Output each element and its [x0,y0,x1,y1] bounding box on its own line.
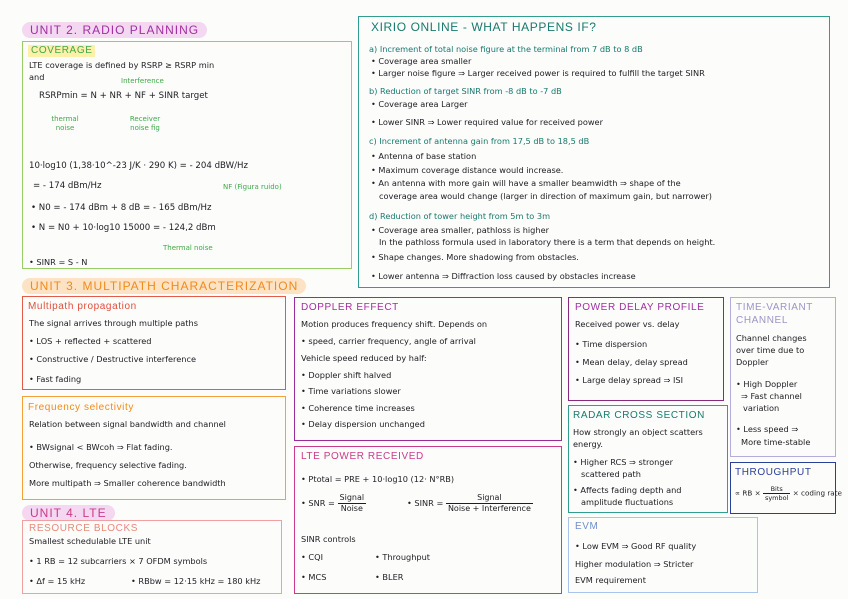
note-receiver-noise: Receiver noise fig [129,115,161,132]
xirio-a-2: • Larger noise figure ⇒ Larger received power is required to fulfill the target SINR [371,68,705,78]
snr-fraction [338,493,367,514]
xirio-c-2: • Maximum coverage distance would increase. [371,165,564,175]
tvc-line-6: variation [743,403,780,413]
coverage-line-2: and [29,72,45,82]
control-mcs: • MCS [301,572,327,582]
rb-line-1: Smallest schedulable LTE unit [29,536,151,546]
multipath-line-1: The signal arrives through multiple paths [29,318,198,328]
evm-line-2: Higher modulation ⇒ Stricter [575,559,694,569]
noise-calc-2: = - 174 dBm/Hz [33,181,102,191]
unit-4-title: UNIT 4. LTE [22,505,115,521]
coverage-line-1: LTE coverage is defined by RSRP ≥ RSRP min [29,60,215,70]
xirio-d-4: • Lower antenna ⇒ Diffraction loss caused by obstacles increase [371,271,636,281]
rb-line-3: • Δf = 15 kHz [29,576,86,586]
pdp-line-3: • Mean delay, delay spread [575,357,688,367]
sinr-num: Signal [446,493,533,504]
rcs-line-6: amplitude fluctuations [581,497,674,507]
multipath-box [22,296,286,390]
tvc-line-2: over time due to [736,345,805,355]
multipath-heading: Multipath propagation [28,301,137,312]
tvc-line-7: • Less speed ⇒ [736,424,799,434]
power-delay-profile-box [568,297,724,401]
noise-calc-1: 10·log10 (1,38·10^-23 J/K · 290 K) = - 204 dBW/Hz [29,161,248,171]
note-interference: Interference [121,77,164,85]
multipath-line-2: • LOS + reflected + scattered [29,336,152,346]
snr-formula [301,493,366,514]
xirio-title: XIRIO ONLINE - WHAT HAPPENS IF? [371,20,597,34]
rb-line-2: • 1 RB = 12 subcarriers × 7 OFDM symbols [29,556,208,566]
tvc-line-5: ⇒ Fast channel [741,391,802,401]
doppler-line-2: • speed, carrier frequency, angle of arrival [301,336,476,346]
coverage-heading: COVERAGE [28,45,95,57]
sinr-controls-label: SINR controls [301,534,356,544]
freqsel-line-1: Relation between signal bandwidth and channel [29,419,226,429]
doppler-heading: DOPPLER EFFECT [301,302,399,313]
xirio-d-2: In the pathloss formula used in laboratory there is a term that depends on height. [379,237,716,247]
rcs-line-1: How strongly an object scatters [573,427,703,437]
rcs-heading: RADAR CROSS SECTION [573,410,705,421]
sinr-fraction [446,493,533,514]
pdp-line-1: Received power vs. delay [575,319,680,329]
frequency-selectivity-heading: Frequency selectivity [28,402,134,413]
throughput-pre: ∝ RB × [735,488,761,498]
throughput-num: Bits [763,485,790,494]
snr-label: • SNR = [301,498,335,508]
xirio-a-heading: a) Increment of total noise figure at the terminal from 7 dB to 8 dB [369,44,643,54]
evm-line-1: • Low EVM ⇒ Good RF quality [575,541,697,551]
tvc-line-8: More time-stable [741,437,811,447]
radar-cross-section-box [568,405,728,513]
throughput-box [730,462,842,514]
sinr-power-formula [407,493,533,514]
note-thermal-noise-2: Thermal noise [163,244,213,252]
note-nf: NF (Figura ruido) [223,183,282,191]
coverage-box [22,41,352,269]
rcs-line-5: • Affects fading depth and [573,485,682,495]
noise-calc-3: • N0 = - 174 dBm + 8 dB = - 165 dBm/Hz [31,203,212,213]
xirio-d-3: • Shape changes. More shadowing from obstacles. [371,252,579,262]
evm-box [568,517,758,593]
tvc-heading-2: CHANNEL [736,315,788,326]
tvc-line-3: Doppler [736,357,769,367]
lte-power-heading: LTE POWER RECEIVED [301,451,424,462]
evm-line-3: EVM requirement [575,575,646,585]
throughput-formula [735,485,842,502]
control-cqi: • CQI [301,552,324,562]
xirio-a-1: • Coverage area smaller [371,56,472,66]
rcs-line-4: scattered path [581,469,641,479]
control-throughput: • Throughput [375,552,430,562]
freqsel-line-3: Otherwise, frequency selective fading. [29,460,187,470]
doppler-line-4: • Doppler shift halved [301,370,392,380]
sinr-formula: • SINR = S - N [29,257,88,267]
note-thermal-noise: thermal noise [51,115,79,132]
doppler-line-6: • Coherence time increases [301,403,415,413]
time-variant-channel-box [730,297,836,457]
xirio-c-heading: c) Increment of antenna gain from 17,5 dB to 18,5 dB [369,136,590,146]
xirio-box [358,16,830,288]
pdp-heading: POWER DELAY PROFILE [575,302,705,313]
ptotal-formula: • Ptotal = PRE + 10·log10 (12· N°RB) [301,474,455,484]
tvc-line-4: • High Doppler [736,379,798,389]
doppler-line-7: • Delay dispersion unchanged [301,419,425,429]
rcs-line-3: • Higher RCS ⇒ stronger [573,457,673,467]
control-bler: • BLER [375,572,404,582]
xirio-c-1: • Antenna of base station [371,151,477,161]
doppler-line-1: Motion produces frequency shift. Depends on [301,319,488,329]
unit-3-title: UNIT 3. MULTIPATH CHARACTERIZATION [22,278,306,294]
evm-heading: EVM [575,521,599,532]
xirio-b-heading: b) Reduction of target SINR from -8 dB to -7 dB [369,86,562,96]
noise-calc-4: • N = N0 + 10·log10 15000 = - 124,2 dBm [31,223,216,233]
tvc-line-1: Channel changes [736,333,807,343]
tvc-heading-1: TIME-VARIANT [736,302,814,313]
rsrp-min-formula: RSRPmin = N + NR + NF + SINR target [39,91,208,101]
throughput-post: × coding rate [792,488,842,498]
doppler-line-5: • Time variations slower [301,386,401,396]
multipath-line-4: • Fast fading [29,374,82,384]
rb-heading: RESOURCE BLOCKS [29,523,139,534]
pdp-line-2: • Time dispersion [575,339,648,349]
doppler-box [294,297,562,441]
xirio-c-3: • An antenna with more gain will have a smaller beamwidth ⇒ shape of the [371,178,681,188]
sinr-label: • SINR = [407,498,444,508]
xirio-d-1: • Coverage area smaller, pathloss is higher [371,225,549,235]
throughput-fraction [763,485,790,502]
xirio-c-4: coverage area would change (larger in direction of maximum gain, but narrower) [379,191,712,201]
rb-line-4: • RBbw = 12·15 kHz = 180 kHz [131,576,261,586]
freqsel-line-2: • BWsignal < BWcoh ⇒ Flat fading. [29,442,173,452]
lte-power-received-box [294,446,562,594]
multipath-line-3: • Constructive / Destructive interference [29,354,197,364]
unit-2-title: UNIT 2. RADIO PLANNING [22,22,207,38]
rcs-line-2: energy. [573,439,603,449]
xirio-b-2: • Lower SINR ⇒ Lower required value for received power [371,117,603,127]
throughput-heading: THROUGHPUT [735,467,812,478]
pdp-line-4: • Large delay spread ⇒ ISI [575,375,684,385]
sinr-den: Noise + Interference [447,504,531,513]
throughput-den: symbol [764,494,789,502]
frequency-selectivity-box [22,396,286,500]
freqsel-line-4: More multipath ⇒ Smaller coherence bandwidth [29,478,226,488]
xirio-d-heading: d) Reduction of tower height from 5m to 3m [369,211,551,221]
snr-den: Noise [340,504,363,513]
doppler-line-3: Vehicle speed reduced by half: [301,353,427,363]
resource-blocks-box [22,520,282,594]
xirio-b-1: • Coverage area Larger [371,99,468,109]
snr-num: Signal [339,493,365,502]
